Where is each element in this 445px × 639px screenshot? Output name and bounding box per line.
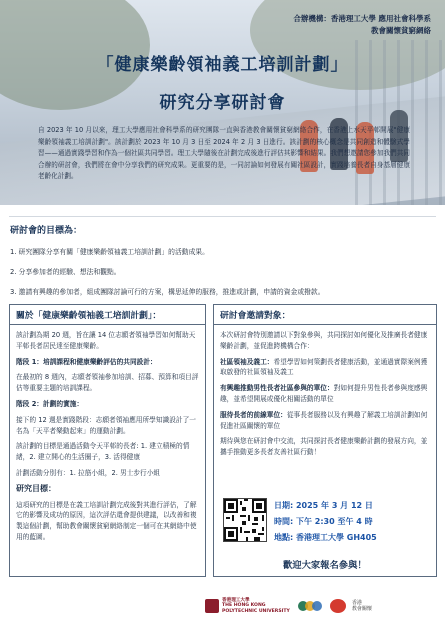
goals-heading: 研討會的目標為： [10,226,83,236]
event-date: 日期: 2025 年 3 月 12 日 [274,501,373,510]
registration-call-to-action: 歡迎大家報名參與！ [283,560,367,571]
target-1-body: 希望學習如何策劃長者健康活動，並通過實際案例獲取啟發的社區領袖及義工 [220,357,428,377]
target-1-title: 社區領袖及義工： [220,357,274,366]
polyu-en-line1: THE HONG KONG [222,603,266,609]
registration-qr-code[interactable] [223,498,267,542]
program-description: 該計劃為期 20 週，旨在讓 14 位志願者領袖學習如何幫助天平邨長者居民達至健康樂齡。 [16,331,196,350]
phase2-activities: 計劃活動分別有：1. 拉筋小組，2. 男士步行小組 [16,468,161,477]
church-network-logo-icon [330,599,346,613]
section-divider [9,216,436,217]
phase1-body: 在最初的 8 週內，志願者領袖參加培訓、招募、預算和項目評估等重要主題的培訓課程。 [16,373,199,393]
target-3-title: 服待長者的前線單位： [220,410,287,419]
goal-item: 1. 研究團隊分享有關「健康樂齡領袖義工培訓計劃」的活動成果。 [10,248,209,256]
polyu-cn-name: 香港理工大學 [222,598,250,603]
intro-paragraph: 自 2023 年 10 月以來，理工大學應用社會科學系的研究團隊一直與香港教會關懷貧窮網絡合作，在香港上水天平邨開展"健康樂齡領袖義工培訓計劃"。該計劃於 2023 年 10 月 3 日至 2024 年 2 月 3 日進行。該計劃的核心概念是共同創造和體驗式學習——通過實踐學習和作為一個社區共同學習。理工大學隨後在計劃完成後進行評估其影響和結果。我們想邀請您參加我們共同合辦的研討會，我們將在會中分享我們的研究成果。更重要的是，一同討論如何發展有關社區設計，實踐培養長者自身基層健康老齡化計劃。 [38,126,410,181]
polyu-emblem-icon [205,599,219,613]
partner-organizations [293,13,431,37]
page-title: 「健康樂齡領袖義工培訓計劃」 [96,55,349,75]
footer-logos [205,598,372,614]
phase2-title: 階段 2：計劃的實施： [16,399,84,408]
research-goal-body: 這項研究的目標是在義工培訓計劃完成後對其進行評估，了解它的影響及成功的原因，這次評估還會提供建議，以改善和複製這個計劃，幫助教會關懷貧窮網絡制定一個可在其網絡中使用的藍圖。 [16,500,197,541]
qr-code-icon [224,499,266,541]
about-program-heading: 關於「健康樂齡領袖義工培訓計劃」： [10,305,205,325]
phase2-goals: 該計劃的目標是通過活動令天平邨的長者: 1. 建立積極的情緒，2. 建立開心的生活圈子，3. 活得健康 [16,442,190,462]
partner-line-1: 合辦機構：香港理工大學 應用社會科學系 [293,14,431,23]
invitees-heading: 研討會邀請對象： [214,305,436,325]
phase2-body: 接下的 12 週是實踐階段：志願者領袖應用所學知識設計了一名為「天平者樂動起來」的運動計劃。 [16,415,196,435]
event-location: 地點: 香港理工大學 GH405 [274,533,377,542]
invitees-intro: 本次研討會特別邀請以下對象參與，共同探討如何優化及推廣長者健康樂齡計劃，並促進跨機構合作： [220,331,428,350]
church-network-line2: 教會關懷 [351,606,372,613]
polyu-logo [205,598,290,614]
partner-line-2: 教會關懷貧窮網絡 [371,26,431,35]
research-goal-title: 研究目標： [16,483,56,493]
closing-text: 期待與您在研討會中交流，共同探討長者健康樂齡計劃的發展方向，並攜手推動更多長者友善社區行動！ [220,437,428,457]
church-network-line1: 香港 [351,600,362,607]
partner-logo-icon [296,599,324,613]
goal-item: 3. 邀請有興趣的參加者，組成團隊討論可行的方案，構思延伸的服務，推進或計劃，申請的資金或撥款。 [10,288,325,296]
event-time: 時間: 下午 2:30 至午 4 時 [274,517,373,526]
phase1-title: 階段 1：培訓課程和健康樂齡評估的共同設計： [16,357,157,366]
target-3-body: 從事長者服務以及有興趣了解義工培訓計劃如何促進社區關懷的單位 [220,410,428,430]
page-subtitle: 研究分享研討會 [159,93,286,113]
target-2-title: 有興趣推動男性長者社區參與的單位： [220,384,334,393]
goal-item: 2. 分享參加者的經驗、想法和觀點。 [10,268,121,276]
about-program-panel [9,304,206,577]
church-network-name [352,600,372,612]
target-2-body: 對如何提升男性長者參與度感興趣，並希望開展或優化相關活動的單位 [220,384,428,403]
polyu-en-line2: POLYTECHNIC UNIVERSITY [222,608,290,614]
